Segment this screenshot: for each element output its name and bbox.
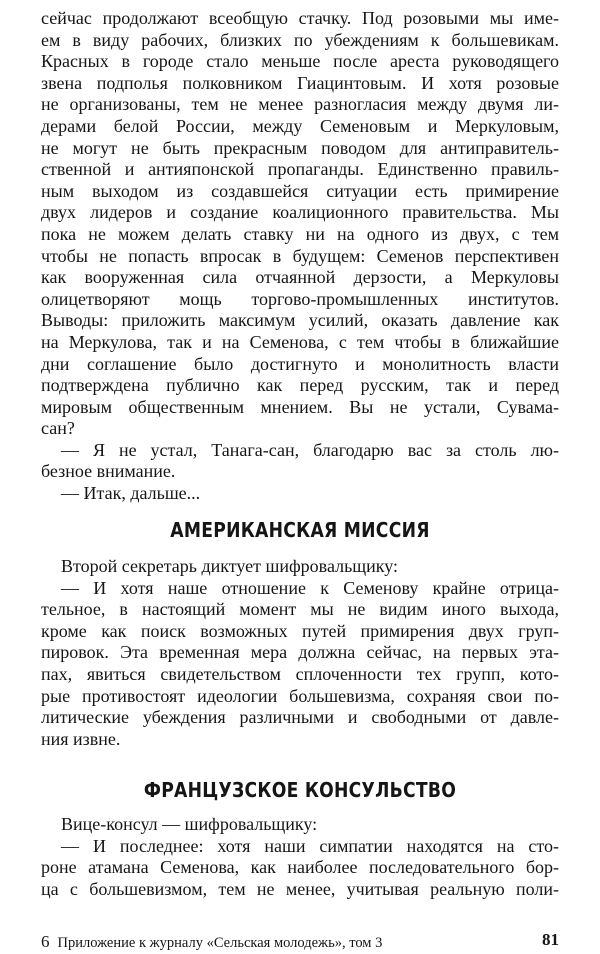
text-line: двух лидеров и создание коалиционного правительства. Мы [41,202,559,223]
text-line: ственной и антияпонской пропаганды. Единственно правиль- [41,159,559,180]
text-line: Выводы: приложить максимум усилий, оказать давление как [41,310,559,331]
page-number: 81 [542,930,559,949]
text-line: подтверждена публично как перед русским, так и перед [41,375,559,396]
text-line: ния извне. [41,728,121,749]
text-line: ца с большевизмом, тем не менее, учитывая реальную поли- [41,878,559,899]
text-line: безное внимание. [41,461,176,482]
text-line: сейчас продолжают всеобщую стачку. Под розовыми мы име- [41,8,559,28]
text-line: сан? [41,418,75,439]
text-line: олицетворяют мощь торгово-промышленных институтов. [41,288,559,309]
text-line: тельное, в настоящий момент мы не видим иного выхода, [41,599,559,620]
text-line: — Итак, дальше... [61,483,201,504]
text-line: кроме как поиск возможных путей примирения двух груп- [41,620,559,641]
text-line: как вооруженная сила отчаянной дерзости, а Меркуловы [41,267,559,288]
footer-left [41,932,382,952]
text-line: — Я не устал, Танага-сан, благодарю вас за столь лю- [61,439,559,460]
text-line: пока не можем делать ставку ни на одного из двух, с тем [41,223,559,244]
text-line: роне атамана Семенова, как наиболее последовательного бор- [41,857,559,878]
text-line: чтобы не попасть впросак в будущем: Семенов перспективен [41,245,559,266]
text-line: Второй секретарь диктует шифровальщику: [61,556,399,576]
text-line: — И хотя наше отношение к Семенову крайне отрица- [61,577,559,598]
text-line: мировым общественным мнением. Вы не устали, Сувама- [41,396,559,417]
section-french-text [41,814,559,900]
text-line: не организованы, тем не менее разногласия между двумя ли- [41,94,559,115]
text-line: дни соглашение было достигнуто и монолитность власти [41,353,559,374]
section-heading-american-mission: АМЕРИКАНСКАЯ МИССИЯ [170,518,430,542]
section-heading-french-consulate: ФРАНЦУЗСКОЕ КОНСУЛЬСТВО [143,778,457,802]
text-line: ным выходом из создавшейся ситуации есть примирение [41,180,559,201]
text-line: пировок. Эта временная мера должна сейчас, на первых эта- [41,642,559,663]
text-line: не могут не быть прекрасным поводом для антиправитель- [41,137,559,158]
text-line: дерами белой России, между Семеновым и Меркуловым, [41,115,559,136]
top-text-block [41,8,559,505]
text-line: звена подполья полковником Гиацинтовым. И хотя розовые [41,72,559,93]
journal-reference: Приложение к журналу «Сельская молодежь», том 3 [57,935,383,951]
text-line: на Меркулова, так и на Семенова, с тем чтобы в ближайшие [41,331,559,352]
text-line: Вице-консул — шифровальщику: [61,814,318,834]
text-line: литические убеждения различными и свободными от давле- [41,707,559,728]
text-line: рые противостоят идеологии большевизма, сохраняя свои по- [41,685,559,706]
text-line: пах, явиться свидетельством сплоченности тех групп, кото- [41,663,559,684]
section-american-text [41,556,559,750]
text-line: ем в виду рабочих, близких по убеждениям к большевикам. [41,29,559,50]
text-line: — И последнее: хотя наши симпатии находятся на сто- [61,835,559,856]
page-footer [41,932,559,952]
text-line: Красных в городе стало меньше после ареста руководящего [41,51,559,72]
issue-number: 6 [41,932,50,951]
